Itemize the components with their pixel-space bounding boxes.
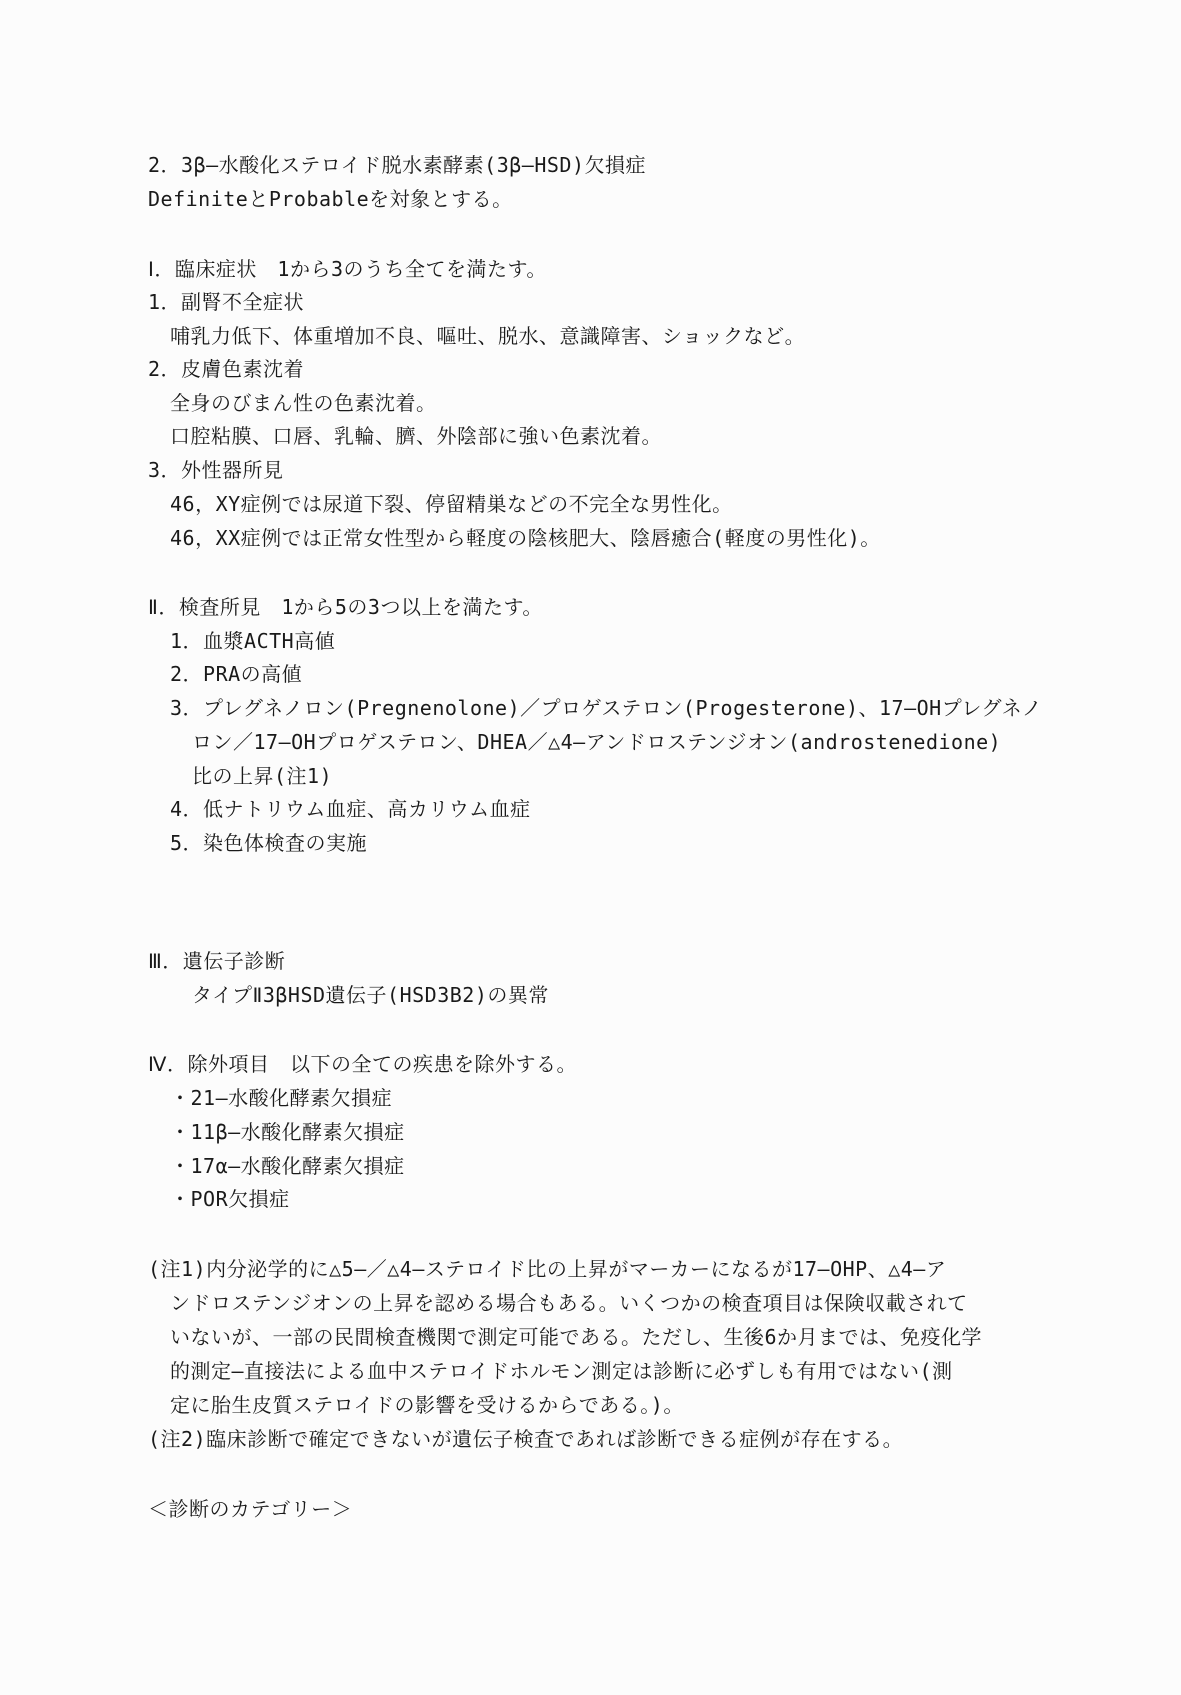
exclusion-item: ・21―水酸化酵素欠損症	[170, 1086, 393, 1110]
document-scope: DefiniteとProbableを対象とする。	[148, 187, 513, 211]
section1-item-label: 3．外性器所見	[148, 458, 284, 482]
section1-item-label: 1．副腎不全症状	[148, 290, 305, 314]
note-1: (注1)内分泌学的に△5―／△4―ステロイド比の上昇がマーカーになるが17―OHP、△4―ア	[148, 1257, 947, 1281]
section3-heading: Ⅲ．遺伝子診断	[148, 949, 286, 973]
section3-detail: タイプⅡ3βHSD遺伝子(HSD3B2)の異常	[192, 983, 549, 1007]
section2-item-continuation: ロン／17―OHプロゲステロン、DHEA／△4―アンドロステンジオン(androstenedione)	[192, 730, 1002, 754]
note-1-continuation: 定に胎生皮質ステロイドの影響を受けるからである。)。	[170, 1393, 684, 1417]
section1-item-detail: 46，XY症例では尿道下裂、停留精巣などの不完全な男性化。	[170, 492, 733, 516]
section2-item: 1．血漿ACTH高値	[170, 629, 336, 653]
category-heading: ＜診断のカテゴリー＞	[148, 1497, 353, 1521]
document-title: 2．3β―水酸化ステロイド脱水素酵素(3β―HSD)欠損症	[148, 153, 646, 177]
note-1-continuation: ンドロステンジオンの上昇を認める場合もある。いくつかの検査項目は保険収載されて	[170, 1291, 968, 1315]
exclusion-item: ・17α―水酸化酵素欠損症	[170, 1154, 405, 1178]
exclusion-item: ・11β―水酸化酵素欠損症	[170, 1120, 405, 1144]
section2-item: 5．染色体検査の実施	[170, 831, 368, 855]
section2-item: 3．プレグネノロン(Pregnenolone)／プロゲステロン(Progesterone)、17―OHプレグネノ	[170, 696, 1043, 720]
section2-item: 4．低ナトリウム血症、高カリウム血症	[170, 797, 531, 821]
section2-heading: Ⅱ．検査所見 1から5の3つ以上を満たす。	[148, 595, 543, 619]
section2-item: 2．PRAの高値	[170, 662, 303, 686]
section1-item-detail: 全身のびまん性の色素沈着。	[170, 391, 437, 415]
section1-item-detail: 口腔粘膜、口唇、乳輪、臍、外陰部に強い色素沈着。	[170, 424, 662, 448]
section1-item-detail: 哺乳力低下、体重増加不良、嘔吐、脱水、意識障害、ショックなど。	[170, 324, 806, 348]
note-2: (注2)臨床診断で確定できないが遺伝子検査であれば診断できる症例が存在する。	[148, 1427, 904, 1451]
section1-item-label: 2．皮膚色素沈着	[148, 357, 305, 381]
section1-item-detail: 46，XX症例では正常女性型から軽度の陰核肥大、陰唇癒合(軽度の男性化)。	[170, 526, 881, 550]
note-1-continuation: いないが、一部の民間検査機関で測定可能である。ただし、生後6か月までは、免疫化学	[170, 1325, 983, 1349]
exclusion-item: ・POR欠損症	[170, 1187, 290, 1211]
section4-heading: Ⅳ．除外項目 以下の全ての疾患を除外する。	[148, 1052, 577, 1076]
section1-heading: Ⅰ．臨床症状 1から3のうち全てを満たす。	[148, 257, 547, 281]
section2-item-continuation: 比の上昇(注1)	[192, 764, 333, 788]
note-1-continuation: 的測定―直接法による血中ステロイドホルモン測定は診断に必ずしも有用ではない(測	[170, 1359, 953, 1383]
